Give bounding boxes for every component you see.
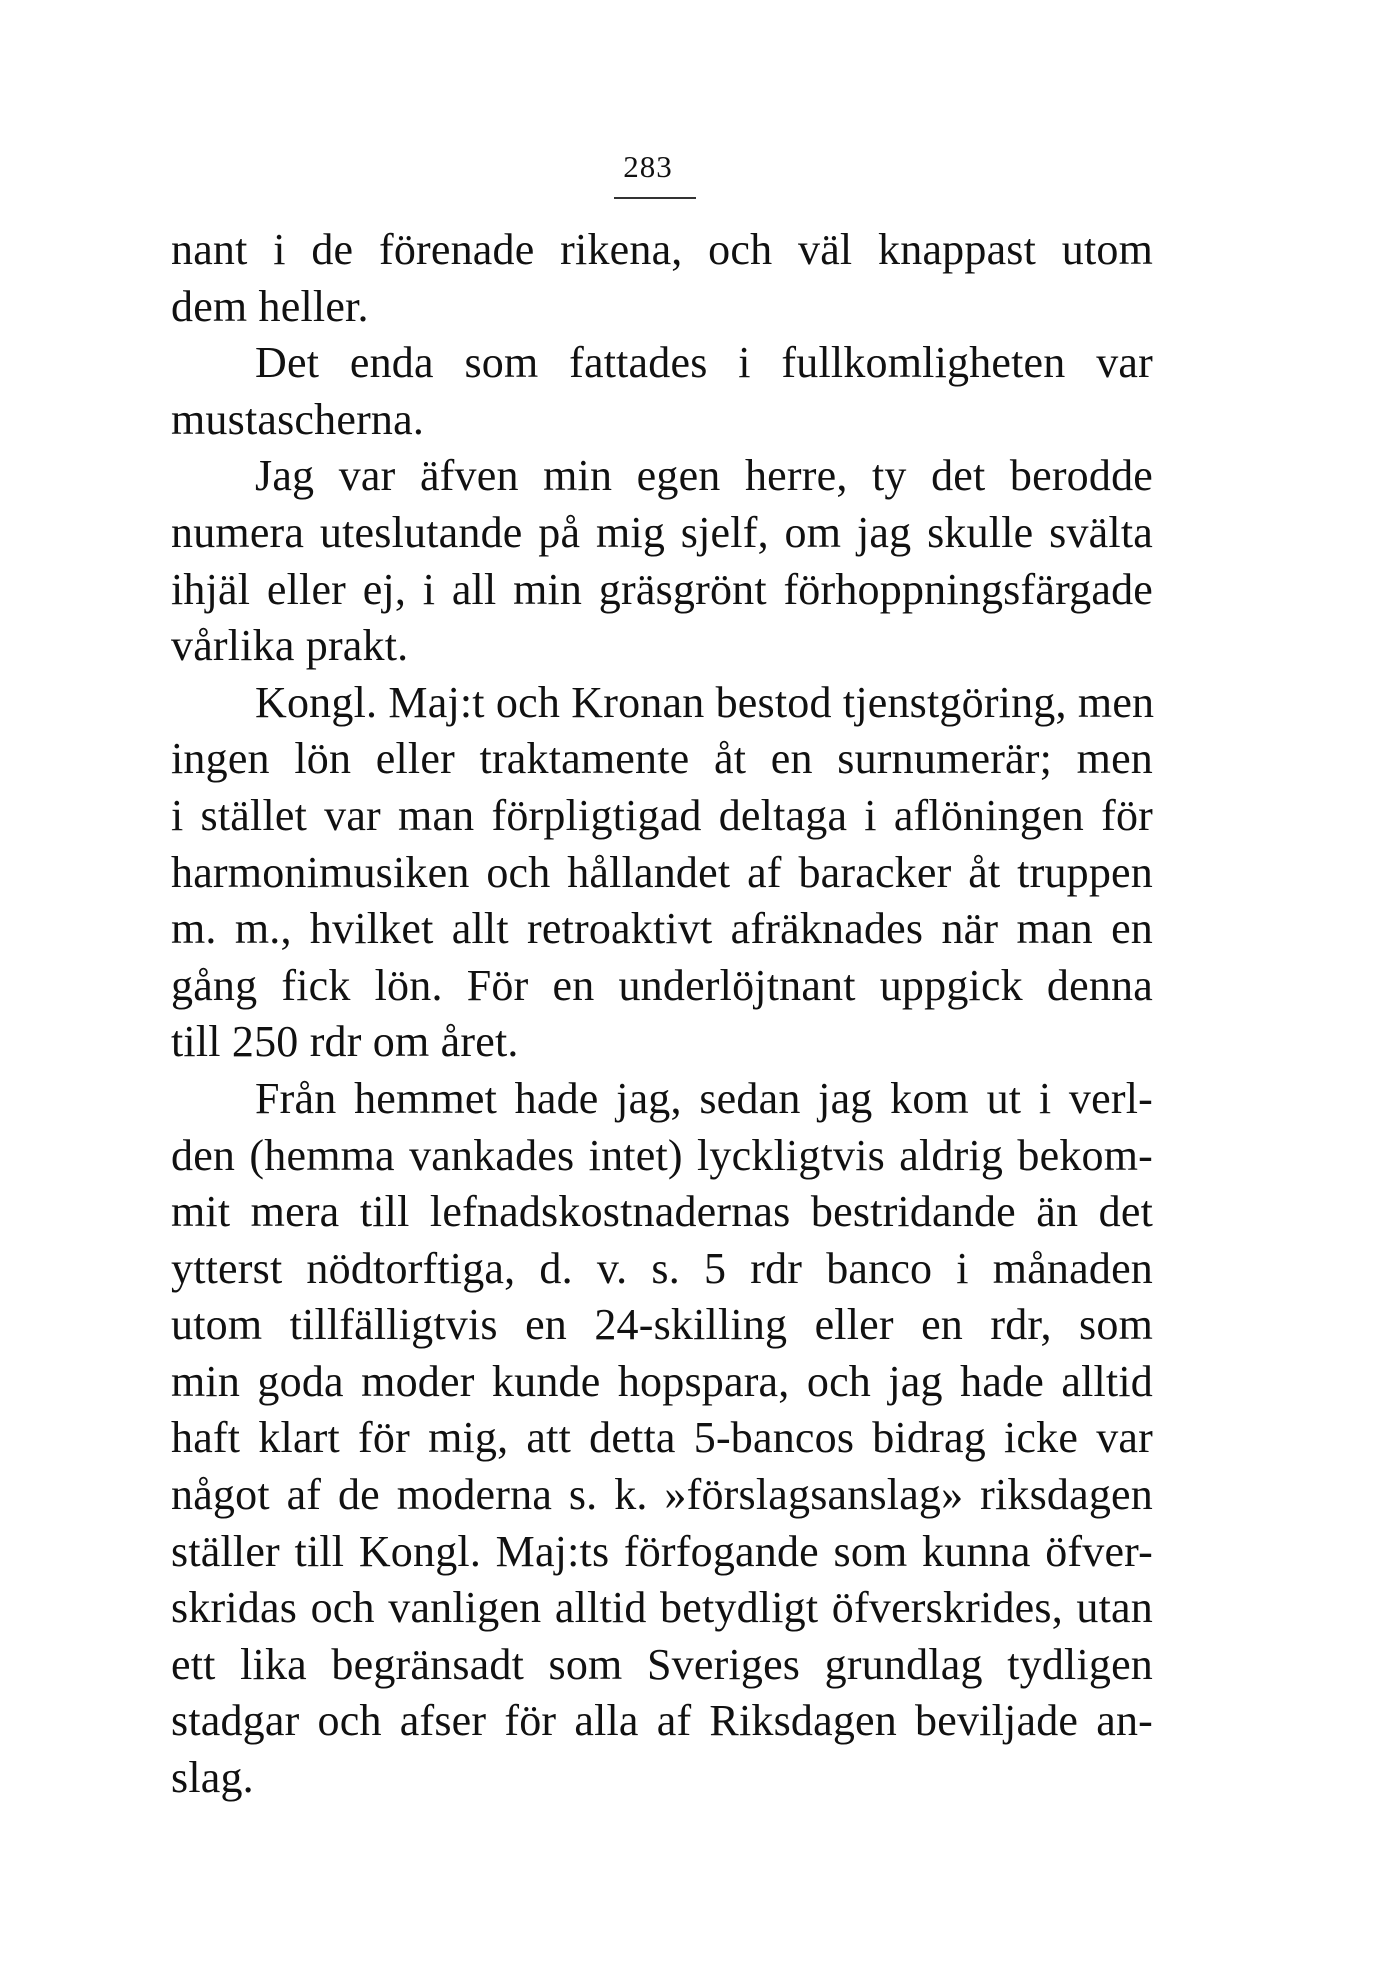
- text-line: mustascherna.: [171, 394, 425, 444]
- text-line: m. m., hvilket allt retroaktivt afräknades när man en: [171, 904, 1153, 954]
- text-line: dem heller.: [171, 281, 369, 331]
- text-line: nant i de förenade rikena, och väl knappast utom: [171, 225, 1153, 274]
- text-line: ställer till Kongl. Maj:ts förfogande som kunna öfver-: [171, 1526, 1153, 1576]
- page-number: 283: [623, 149, 673, 184]
- text-line: till 250 rdr om året.: [171, 1017, 519, 1067]
- paragraph-first-line: Det enda som fattades i fullkomligheten var: [255, 338, 1153, 388]
- paragraph-first-line: Kongl. Maj:t och Kronan bestod tjenstgöring, men: [255, 677, 1155, 727]
- text-line: numera uteslutande på mig sjelf, om jag skulle svälta: [171, 507, 1153, 557]
- text-line: ingen lön eller traktamente åt en surnumerär; men: [171, 734, 1153, 784]
- text-line: stadgar och afser för alla af Riksdagen beviljade an-: [171, 1696, 1153, 1746]
- text-line: slag.: [171, 1753, 254, 1803]
- text-line: ett lika begränsadt som Sveriges grundlag tydligen: [171, 1639, 1153, 1689]
- paragraph-first-line: Från hemmet hade jag, sedan jag kom ut i verl-: [255, 1073, 1153, 1123]
- text-line: min goda moder kunde hopspara, och jag hade alltid: [171, 1356, 1153, 1406]
- text-line: skridas och vanligen alltid betydligt öfverskrides, utan: [171, 1583, 1153, 1633]
- text-line: i stället var man förpligtigad deltaga i aflöningen för: [171, 790, 1153, 840]
- text-line: gång fick lön. För en underlöjtnant uppgick denna: [171, 960, 1153, 1010]
- body-text: [171, 222, 1153, 1807]
- text-line: mit mera till lefnadskostnadernas bestridande än det: [171, 1187, 1153, 1237]
- text-line: vårlika prakt.: [171, 621, 409, 671]
- text-line: den (hemma vankades intet) lyckligtvis aldrig bekom-: [171, 1130, 1153, 1180]
- text-line: haft klart för mig, att detta 5-bancos bidrag icke var: [171, 1413, 1153, 1463]
- page-number-underline: [614, 197, 696, 199]
- paragraph-first-line: Jag var äfven min egen herre, ty det berodde: [255, 451, 1153, 501]
- text-line: utom tillfälligtvis en 24-skilling eller en rdr, som: [171, 1300, 1153, 1350]
- text-line: ytterst nödtorftiga, d. v. s. 5 rdr banco i månaden: [171, 1243, 1153, 1293]
- text-line: harmonimusiken och hållandet af baracker åt truppen: [171, 847, 1153, 897]
- text-line: ihjäl eller ej, i all min gräsgrönt förhoppningsfärgade: [171, 564, 1153, 614]
- text-line: något af de moderna s. k. »förslagsanslag» riksdagen: [171, 1470, 1153, 1520]
